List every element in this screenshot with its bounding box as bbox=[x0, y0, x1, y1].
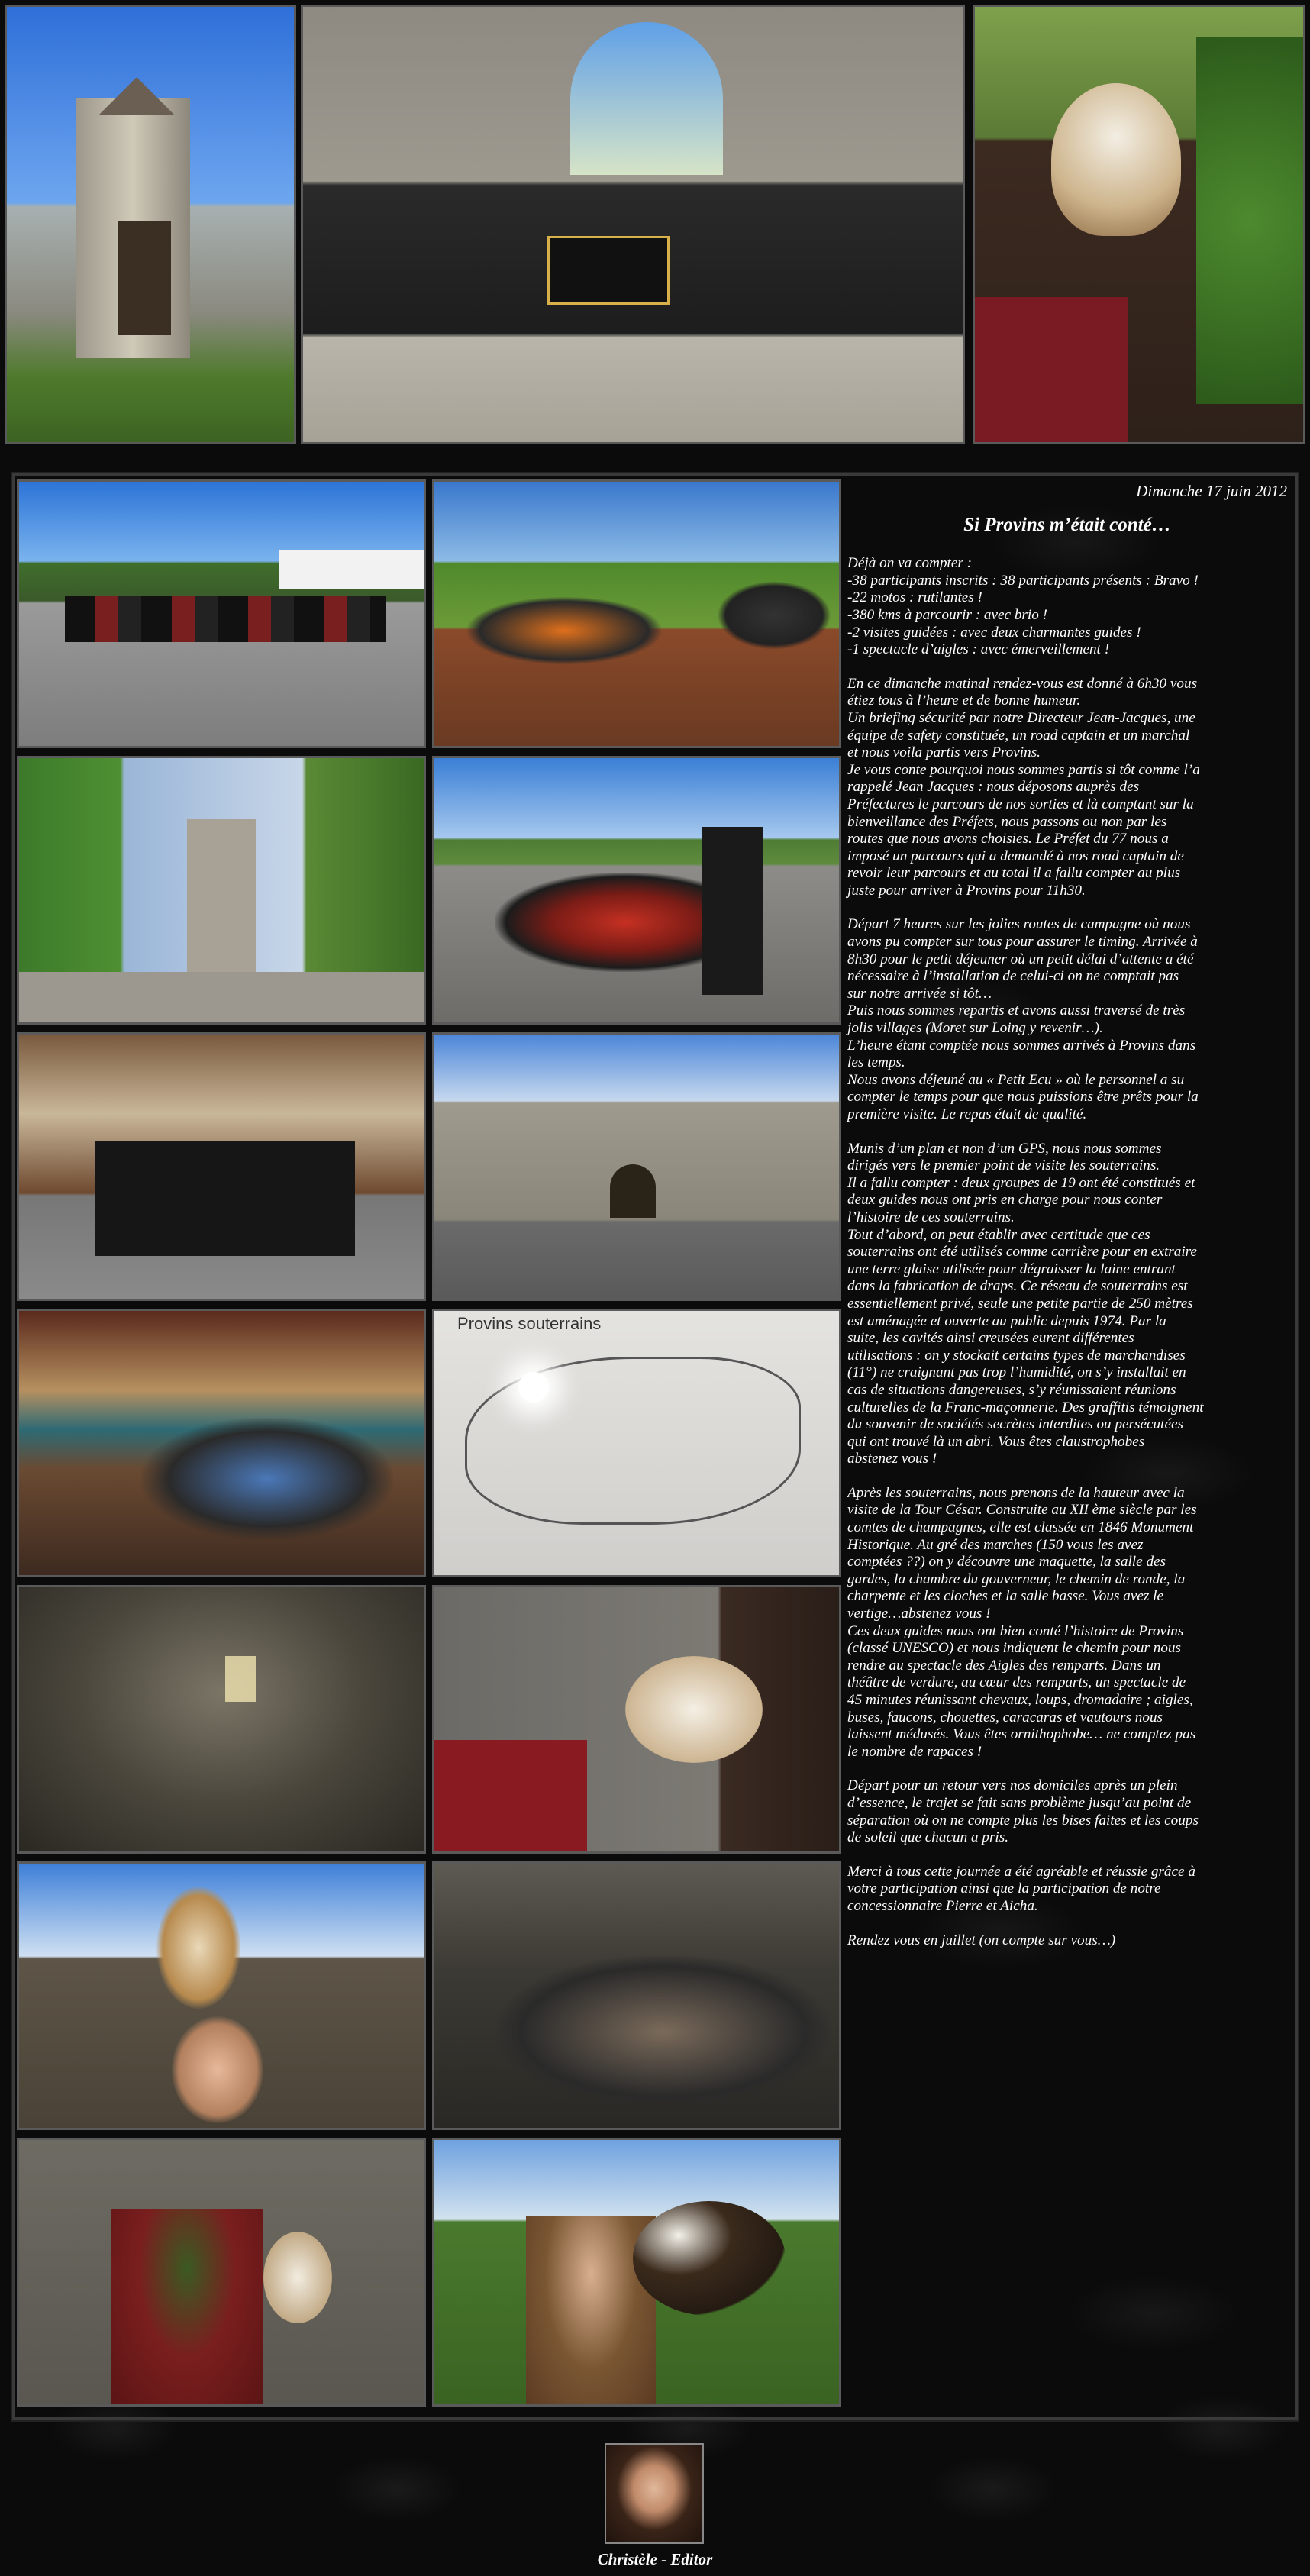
article-line: votre participation ainsi que la participation de notre bbox=[847, 1880, 1161, 1897]
article-line: rappelé Jean Jacques : nous déposons auprès des bbox=[847, 779, 1140, 796]
article-line: vertige…abstenez vous ! bbox=[847, 1606, 991, 1622]
photo-tour-cesar bbox=[5, 5, 296, 444]
article-line: essentiellement privé, seule une petite partie de 250 mètres bbox=[847, 1295, 1193, 1312]
article-line: -38 participants inscrits : 38 participants présents : Bravo ! bbox=[847, 572, 1199, 589]
article-line: juste pour arriver à Provins pour 11h30. bbox=[847, 882, 1086, 899]
article-line: abstenez vous ! bbox=[847, 1451, 937, 1467]
article-line: buses, faucons, chouettes, caracaras et vautours nous bbox=[847, 1709, 1163, 1725]
article-line: de soleil que chacun a pris. bbox=[847, 1829, 1009, 1846]
article-line: concessionnaire Pierre et Aicha. bbox=[847, 1897, 1038, 1914]
article-paragraph bbox=[847, 555, 1287, 659]
article-text bbox=[847, 481, 1292, 2414]
article-line: est aménagée et ouverte au public depuis 1974. Par la bbox=[847, 1312, 1166, 1329]
photo-bikes-parking bbox=[17, 479, 426, 748]
photo-owl-flight bbox=[432, 1585, 841, 1854]
article-paragraph bbox=[847, 916, 1287, 1123]
photo-audience bbox=[432, 1861, 841, 2130]
photo-underground-vault bbox=[17, 1585, 426, 1854]
article-line: qui ont trouvé là un abri. Vous êtes claustrophobes bbox=[847, 1433, 1145, 1450]
article-line: utilisations : on y stockait certains types de marchandises bbox=[847, 1347, 1186, 1364]
photo-fortified-gate bbox=[432, 1032, 841, 1301]
article-line: première visite. Le repas était de qualité. bbox=[847, 1106, 1087, 1122]
article-line: dirigés vers le premier point de visite les souterrains. bbox=[847, 1157, 1160, 1174]
photo-street-tower bbox=[17, 756, 426, 1025]
article-line: -1 spectacle d’aigles : avec émerveillement ! bbox=[847, 641, 1110, 658]
editor-label: Christèle - Editor bbox=[597, 2550, 713, 2568]
article-paragraph bbox=[847, 1141, 1287, 1468]
article-line: Préfectures le parcours de nos sorties et là comptant sur la bbox=[847, 796, 1194, 812]
article-line: sur notre arrivée si tôt… bbox=[847, 985, 992, 1002]
article-line: compter le temps pour que nous puissions être prêts pour la bbox=[847, 1089, 1199, 1106]
article-title: Si Provins m’était conté… bbox=[963, 514, 1171, 535]
article-line: Puis nous sommes repartis et avons aussi traversé de très bbox=[847, 1002, 1186, 1019]
editor-avatar bbox=[605, 2443, 704, 2544]
article-line: Après les souterrains, nous prenons de la hauteur avec la bbox=[847, 1484, 1185, 1501]
article-line: l’histoire de ces souterrains. bbox=[847, 1209, 1015, 1225]
article-line: d’essence, le trajet se fait sans problème jusqu’au point de bbox=[847, 1794, 1192, 1811]
article-line: culturelles de la Franc-maçonnerie. Des graffitis témoignent bbox=[847, 1399, 1204, 1416]
article-line: équipe de safety constituée, un road captain et un marchal bbox=[847, 727, 1190, 744]
article-line: jolis villages (Moret sur Loing y revenir…). bbox=[847, 1020, 1103, 1037]
photo-bikes-briefing bbox=[432, 756, 841, 1025]
article-paragraph bbox=[847, 1485, 1287, 1761]
article-line: charpente et les cloches et la salle basse. Vous avez le bbox=[847, 1588, 1164, 1605]
article-line: le nombre de rapaces ! bbox=[847, 1743, 982, 1760]
article-line: Déjà on va compter : bbox=[847, 555, 973, 572]
article-line: Rendez vous en juillet (on compte sur vous…) bbox=[847, 1932, 1116, 1948]
article-line: Je vous conte pourquoi nous sommes partis si tôt comme l’a bbox=[847, 761, 1200, 778]
article-line: (11°) ne craignant pas trop l’humidité, on s’y installait en bbox=[847, 1364, 1186, 1381]
article-line: Nous avons déjeuné au « Petit Ecu » où le personnel a su bbox=[847, 1071, 1185, 1088]
article-line: L’heure étant comptée nous sommes arrivés à Provins dans bbox=[847, 1037, 1196, 1054]
article-line: séparation où on ne compte plus les bises faites et les coups bbox=[847, 1812, 1199, 1829]
photo-falconer-eagle bbox=[432, 2138, 841, 2407]
article-line: laissent médusés. Vous êtes ornithophobe… ne comptez pas bbox=[847, 1726, 1196, 1743]
article-line: les temps. bbox=[847, 1054, 905, 1071]
article-body bbox=[847, 555, 1287, 1949]
article-line: -2 visites guidées : avec deux charmantes guides ! bbox=[847, 624, 1141, 641]
article-line: du souvenir de sociétés secrètes interdites ou persécutées bbox=[847, 1416, 1183, 1433]
article-line: Départ 7 heures sur les jolies routes de campagne où nous bbox=[847, 916, 1191, 933]
article-line: visite de la Tour César. Construite au XII ème siècle par les bbox=[847, 1502, 1197, 1519]
article-line: Il a fallu compter : deux groupes de 19 ont été constitués et bbox=[847, 1174, 1195, 1191]
article-line: une terre glaise utilisée pour dégraisser la laine entrant bbox=[847, 1261, 1176, 1277]
map-heading: Provins souterrains bbox=[457, 1314, 602, 1333]
photo-barn-owl-top bbox=[973, 5, 1305, 444]
article-line: théâtre de verdure, au cœur des remparts, un spectacle de bbox=[847, 1674, 1186, 1691]
article-line: revoir leur parcours et au total il a fallu compter au plus bbox=[847, 865, 1181, 882]
article-line: gardes, la chambre du gouverneur, le chemin de ronde, la bbox=[847, 1570, 1186, 1587]
article-line: dans la fabrication de draps. Ce réseau de souterrains est bbox=[847, 1278, 1188, 1295]
article-line: bienveillance des Préfets, nous passons ou non par les bbox=[847, 813, 1167, 830]
article-line: avons pu compter sur tous pour assurer le timing. Arrivée à bbox=[847, 934, 1198, 951]
photo-falconer-green bbox=[17, 2138, 426, 2407]
photo-souterrains-map bbox=[432, 1309, 841, 1577]
article-line: Tout d’abord, on peut établir avec certitude que ces bbox=[847, 1226, 1150, 1243]
article-line: En ce dimanche matinal rendez-vous est donné à 6h30 vous bbox=[847, 675, 1198, 692]
article-line: -22 motos : rutilantes ! bbox=[847, 589, 982, 606]
article-line: Munis d’un plan et non d’un GPS, nous nous sommes bbox=[847, 1140, 1162, 1157]
article-paragraph bbox=[847, 1777, 1287, 1846]
article-line: 45 minutes réunissant chevaux, loups, dromadaire ; aigles, bbox=[847, 1692, 1193, 1708]
article-line: Un briefing sécurité par notre Directeur Jean-Jacques, une bbox=[847, 709, 1195, 726]
article-line: imposé un parcours qui a demandé à nos road captain de bbox=[847, 847, 1184, 864]
article-paragraph bbox=[847, 1932, 1287, 1950]
article-line: et nous voila partis vers Provins. bbox=[847, 744, 1041, 761]
article-date: Dimanche 17 juin 2012 bbox=[1136, 482, 1287, 500]
article-line: Merci à tous cette journée a été agréable et réussie grâce à bbox=[847, 1863, 1195, 1880]
article-line: Ces deux guides nous ont bien conté l’histoire de Provins bbox=[847, 1622, 1184, 1639]
article-line: Départ pour un retour vers nos domiciles après un plein bbox=[847, 1777, 1178, 1794]
article-line: -380 kms à parcourir : avec brio ! bbox=[847, 606, 1048, 623]
article-paragraph bbox=[847, 676, 1287, 900]
article-line: cas de situations dangereuses, s’y réunissaient réunions bbox=[847, 1381, 1176, 1398]
article-line: comtes de champagnes, elle est classée en 1846 Monument bbox=[847, 1519, 1194, 1536]
photo-group-village bbox=[17, 1032, 426, 1301]
photo-group-gate bbox=[301, 5, 965, 444]
photo-owl-on-hat bbox=[17, 1861, 426, 2130]
article-line: 8h30 pour le petit déjeuner où un petit délai d’attente a été bbox=[847, 951, 1194, 967]
photo-riders-field bbox=[432, 479, 841, 748]
article-line: comptées ??) on y découvre une maquette, la salle des bbox=[847, 1554, 1166, 1570]
article-line: (classé UNESCO) et nous indiquent le chemin pour nous bbox=[847, 1640, 1181, 1657]
article-line: suite, les cavités ainsi creusées eurent différentes bbox=[847, 1330, 1134, 1347]
article-line: Historique. Au gré des marches (150 vous les avez bbox=[847, 1536, 1144, 1553]
article-line: souterrains ont été utilisés comme carrière pour en extraire bbox=[847, 1244, 1197, 1261]
article-paragraph bbox=[847, 1864, 1287, 1916]
article-line: nécessaire à l’installation de celui-ci on ne comptait pas bbox=[847, 968, 1179, 985]
photo-restaurant bbox=[17, 1309, 426, 1577]
article-line: rendre au spectacle des Aigles des remparts. Dans un bbox=[847, 1657, 1161, 1674]
article-line: étiez tous à l’heure et de bonne humeur. bbox=[847, 692, 1081, 709]
article-line: deux guides nous ont pris en charge pour nous conter bbox=[847, 1192, 1163, 1209]
article-line: routes que nous avons choisies. Le Préfet du 77 nous a bbox=[847, 831, 1169, 847]
